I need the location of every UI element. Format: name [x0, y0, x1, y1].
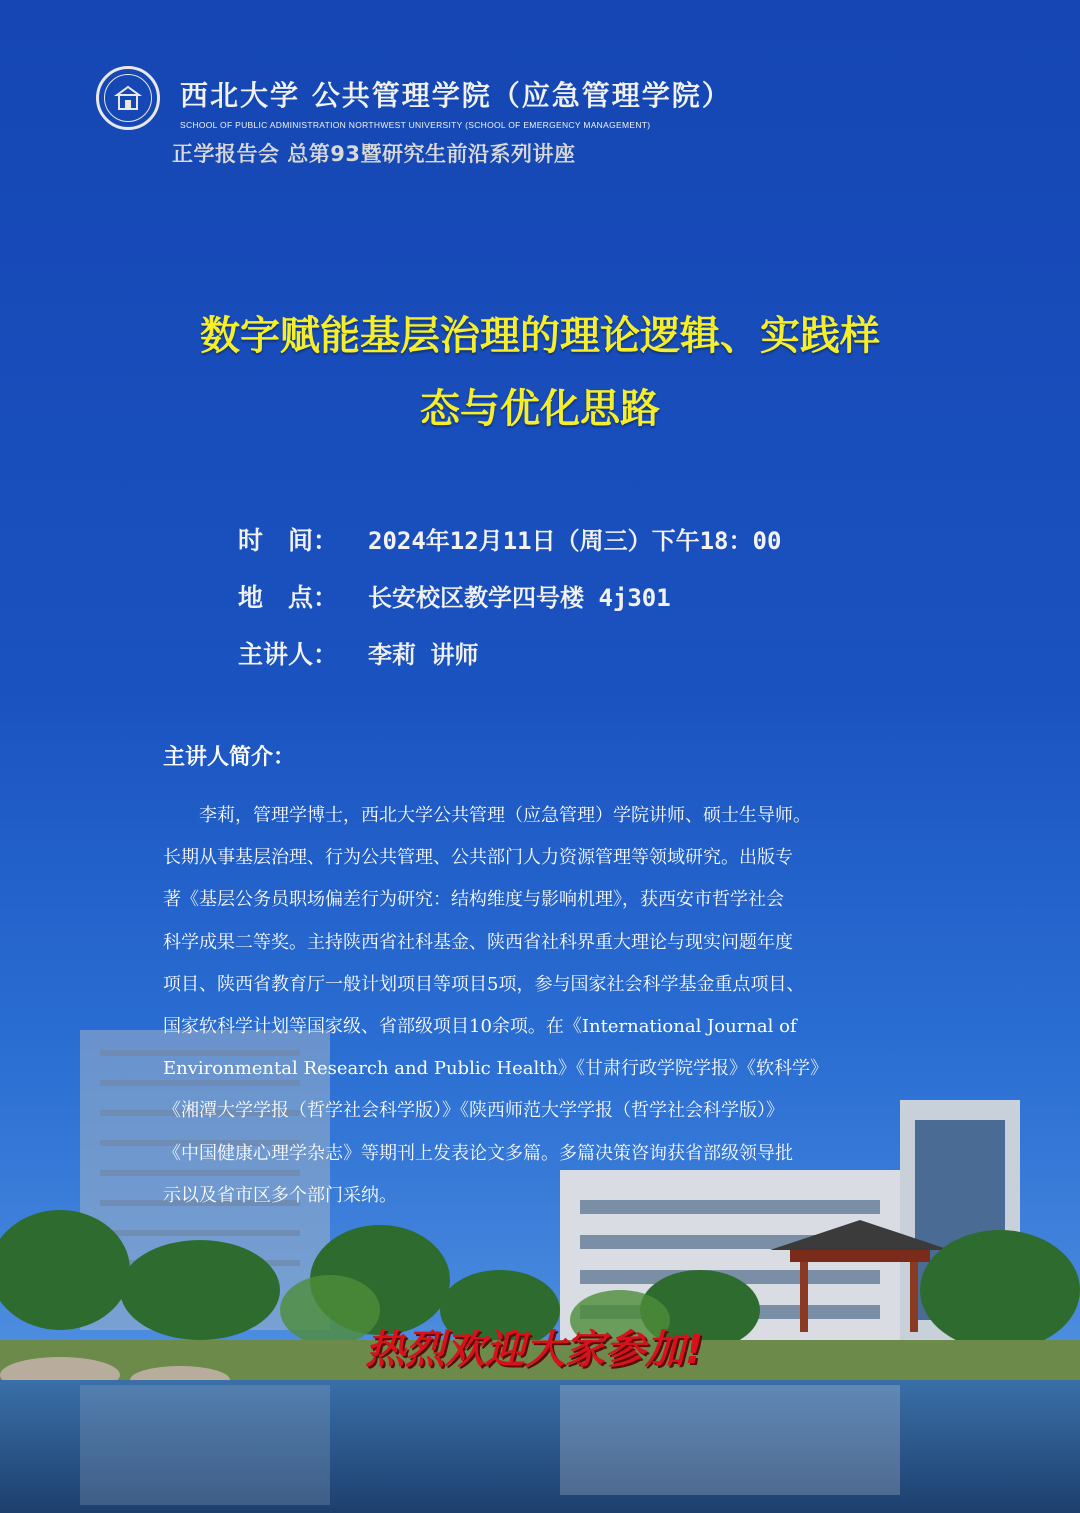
bio-line: 国家软科学计划等国家级、省部级项目10余项。在《International Journal of: [163, 1016, 797, 1038]
bio-line: 科学成果二等奖。主持陕西省社科基金、陕西省社科界重大理论与现实问题年度: [163, 931, 793, 953]
university-seal-icon: [96, 66, 160, 130]
speaker-bio: [163, 795, 908, 1217]
lecture-series: 正学报告会 总第93暨研究生前沿系列讲座: [172, 142, 576, 166]
bio-line: 著《基层公务员职场偏差行为研究：结构维度与影响机理》，获西安市哲学社会: [163, 889, 784, 911]
lecture-title: [100, 300, 980, 446]
bio-line: 项目、陕西省教育厅一般计划项目等项目5项，参与国家社会科学基金重点项目、: [163, 973, 805, 995]
bio-line: 《湘潭大学学报（哲学社会科学版）》《陕西师范大学学报（哲学社会科学版）》: [163, 1100, 784, 1122]
info-place-row: [238, 567, 781, 624]
speaker-bio-heading: 主讲人简介：: [163, 745, 296, 770]
speaker-value: 李莉 讲师: [368, 641, 479, 669]
school-brand: [180, 74, 732, 130]
info-speaker-row: [238, 624, 781, 681]
lecture-info: [238, 510, 781, 681]
place-label: 地 点：: [238, 582, 339, 612]
bio-line: Environmental Research and Public Health》《甘肃行政学院学报》《软科学》: [163, 1058, 829, 1080]
bio-line: 长期从事基层治理、行为公共管理、公共部门人力资源管理等领域研究。出版专: [163, 847, 793, 869]
brand-english-name: SCHOOL OF PUBLIC ADMINISTRATION NORTHWEST UNIVERSITY (SCHOOL OF EMERGENCY MANAGEMENT): [180, 120, 651, 130]
time-label: 时 间：: [238, 525, 339, 555]
welcome-banner: 热烈欢迎大家参加!: [365, 1327, 704, 1373]
title-line-2: 态与优化思路: [420, 386, 660, 432]
bio-line: 《中国健康心理学杂志》等期刊上发表论文多篇。多篇决策咨询获省部级领导批: [163, 1142, 793, 1164]
time-value: 2024年12月11日（周三）下午18：00: [368, 527, 782, 555]
bio-line: 示以及省市区多个部门采纳。: [163, 1184, 397, 1206]
title-line-1: 数字赋能基层治理的理论逻辑、实践样: [200, 313, 880, 359]
speaker-label: 主讲人：: [238, 639, 339, 669]
info-time-row: [238, 510, 781, 567]
bio-line: 李莉，管理学博士，西北大学公共管理（应急管理）学院讲师、硕士生导师。: [163, 805, 811, 826]
place-value: 长安校区教学四号楼 4j301: [368, 584, 671, 612]
brand-chinese-name: 西北大学 公共管理学院（应急管理学院）: [180, 79, 732, 112]
